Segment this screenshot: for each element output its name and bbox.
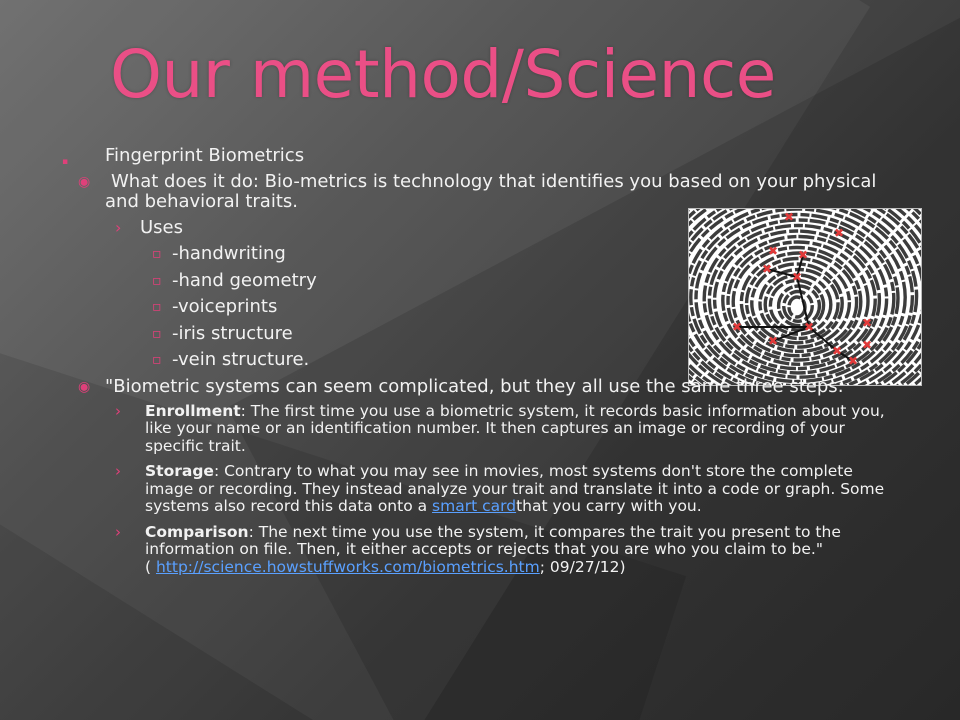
minutia-marker-icon: ✖	[833, 226, 845, 240]
citation-date: ; 09/27/12)	[539, 557, 626, 576]
chevron-right-icon: ›	[115, 462, 121, 480]
use-item: -hand geometry	[172, 269, 317, 291]
chevron-right-icon: ›	[115, 218, 122, 237]
step-text: : The first time you use a biometric system, it records basic information about you, like your name or an identification number. It then captures an image or recording of your specific trait.	[145, 401, 885, 455]
list-item	[60, 172, 905, 212]
use-item: -vein structure.	[172, 349, 310, 370]
minutia-marker-icon: ✖	[803, 320, 815, 334]
list-item	[60, 244, 890, 264]
minutia-marker-icon: ✖	[797, 248, 809, 262]
dot-icon: ▫	[152, 299, 162, 315]
minutia-marker-icon: ✖	[767, 244, 779, 258]
item-text: "Biometric systems can seem complicated, but they all use the same three steps:	[105, 375, 844, 397]
list-item	[60, 377, 905, 397]
minutia-marker-icon: ✖	[731, 320, 743, 334]
list-item	[60, 297, 890, 317]
citation-open: (	[145, 557, 156, 576]
bullet-icon: ◉	[78, 174, 91, 190]
minutia-marker-icon: ✖	[761, 262, 773, 276]
item-text: Uses	[140, 217, 184, 238]
chevron-right-icon: ›	[115, 401, 121, 420]
list-item	[60, 218, 890, 238]
source-link[interactable]: http://science.howstuffworks.com/biometrics.htm	[155, 557, 540, 576]
step-text: : The next time you use the system, it compares the trait you present to the information on file. Then, it either accepts or rejects that you are who you claim to be."	[145, 522, 841, 558]
list-item	[60, 271, 890, 291]
slide-title: Our method/Science	[110, 36, 776, 113]
chevron-right-icon: ›	[115, 522, 121, 541]
minutia-marker-icon: ✖	[831, 344, 843, 358]
bullet-icon: ▪	[62, 157, 69, 167]
list-item	[60, 324, 890, 344]
dot-icon: ▫	[152, 352, 162, 368]
minutia-marker-icon: ✖	[861, 338, 873, 352]
use-item: -handwriting	[172, 243, 286, 264]
step-text: that you carry with you.	[516, 497, 702, 515]
minutia-marker-icon: ✖	[847, 354, 859, 368]
minutia-marker-icon: ✖	[767, 334, 779, 348]
step-comparison	[60, 524, 885, 577]
bullet-icon: ◉	[78, 378, 91, 395]
step-term: Enrollment	[145, 401, 241, 420]
step-term: Storage	[145, 462, 214, 480]
item-text: Fingerprint Biometrics	[105, 145, 305, 166]
minutia-marker-icon: ✖	[791, 270, 803, 284]
step-text: : Contrary to what you may see in movies, most systems don't store the complete image or recording. They instead analyze your trait and translate it into a code or graph. Some systems also record this data onto a	[145, 462, 885, 515]
use-item: -iris structure	[172, 322, 293, 344]
step-storage	[60, 463, 885, 516]
use-item: -voiceprints	[172, 296, 278, 317]
step-enrollment	[60, 403, 885, 456]
dot-icon: ▫	[152, 246, 162, 262]
minutia-marker-icon: ✖	[783, 210, 795, 224]
minutia-marker-icon: ✖	[861, 316, 873, 330]
step-term: Comparison	[145, 522, 249, 541]
smart-card-link[interactable]: smart card	[432, 497, 517, 515]
list-item	[60, 350, 890, 370]
slide-body	[60, 146, 890, 584]
dot-icon: ▫	[152, 325, 162, 342]
list-item	[60, 146, 890, 166]
dot-icon: ▫	[152, 272, 162, 289]
item-text: What does it do: Bio-metrics is technology that identifies you based on your physical and behavioral traits.	[105, 171, 877, 212]
